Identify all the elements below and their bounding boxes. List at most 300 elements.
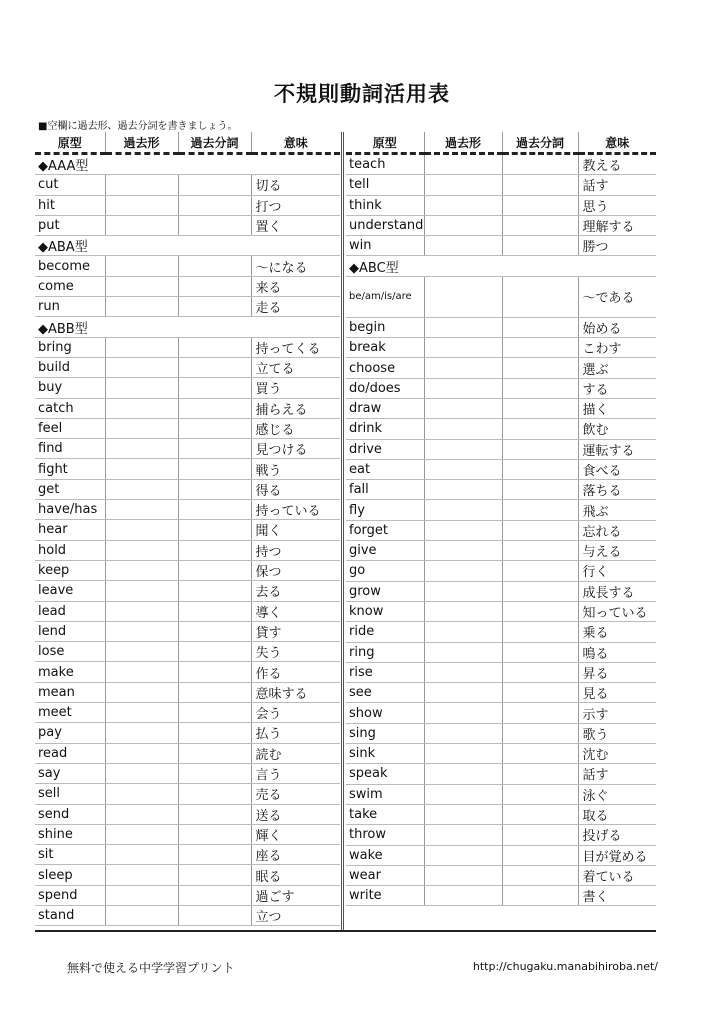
past-participle-input-cell[interactable] <box>178 195 251 215</box>
past-participle-input-cell[interactable] <box>178 500 251 520</box>
verb-row <box>35 459 340 479</box>
past-form-input-cell[interactable] <box>105 398 178 418</box>
meaning-cell: 見る <box>578 683 656 703</box>
meaning-cell: 着ている <box>578 865 656 885</box>
meaning-cell: 目が覚める <box>578 845 656 865</box>
past-participle-input-cell[interactable] <box>502 662 578 682</box>
verb-row <box>346 723 656 743</box>
past-form-input-cell[interactable] <box>424 317 502 337</box>
past-form-input-cell[interactable] <box>105 804 178 824</box>
past-form-input-cell[interactable] <box>105 459 178 479</box>
base-form-cell: teach <box>346 154 424 175</box>
base-form-cell: grow <box>346 581 424 601</box>
past-form-input-cell[interactable] <box>424 480 502 500</box>
verb-row <box>35 500 340 520</box>
past-form-input-cell[interactable] <box>424 378 502 398</box>
past-participle-input-cell[interactable] <box>178 459 251 479</box>
base-form-cell: win <box>346 236 424 256</box>
past-form-input-cell[interactable] <box>424 764 502 784</box>
verb-row <box>346 561 656 581</box>
page-title: 不規則動詞活用表 <box>274 82 450 106</box>
past-participle-input-cell[interactable] <box>502 459 578 479</box>
base-form-cell: show <box>346 703 424 723</box>
past-form-input-cell[interactable] <box>424 886 502 906</box>
past-participle-input-cell[interactable] <box>178 337 251 357</box>
past-participle-input-cell[interactable] <box>502 622 578 642</box>
past-form-input-cell[interactable] <box>105 601 178 621</box>
verb-row <box>346 500 656 520</box>
past-form-input-cell[interactable] <box>105 723 178 743</box>
meaning-cell: 教える <box>578 154 656 175</box>
group-header-row <box>35 154 340 175</box>
meaning-cell: 導く <box>251 601 340 621</box>
meaning-cell: 投げる <box>578 825 656 845</box>
blank-row <box>346 906 656 926</box>
base-form-cell: forget <box>346 520 424 540</box>
verb-row <box>346 845 656 865</box>
past-participle-input-cell[interactable] <box>502 358 578 378</box>
past-form-input-cell[interactable] <box>424 683 502 703</box>
meaning-cell: ～になる <box>251 256 340 276</box>
past-form-input-cell[interactable] <box>424 439 502 459</box>
base-form-cell: buy <box>35 378 105 398</box>
base-form-cell: get <box>35 479 105 499</box>
past-participle-input-cell[interactable] <box>178 905 251 925</box>
past-participle-input-cell[interactable] <box>178 378 251 398</box>
past-form-input-cell[interactable] <box>424 358 502 378</box>
meaning-cell: 乗る <box>578 622 656 642</box>
verb-row <box>346 581 656 601</box>
verb-row <box>346 662 656 682</box>
meaning-cell: 保つ <box>251 560 340 580</box>
verb-row <box>346 601 656 621</box>
past-form-input-cell[interactable] <box>424 459 502 479</box>
col-header-past-participle: 過去分詞 <box>502 132 578 154</box>
past-form-input-cell[interactable] <box>105 560 178 580</box>
past-form-input-cell[interactable] <box>105 642 178 662</box>
base-form-cell: meet <box>35 703 105 723</box>
meaning-cell: 作る <box>251 662 340 682</box>
past-form-input-cell[interactable] <box>424 804 502 824</box>
past-form-input-cell[interactable] <box>424 581 502 601</box>
meaning-cell: 失う <box>251 642 340 662</box>
verb-row <box>35 824 340 844</box>
past-participle-input-cell[interactable] <box>502 723 578 743</box>
meaning-cell: 持っている <box>251 500 340 520</box>
base-form-cell: ride <box>346 622 424 642</box>
base-form-cell: draw <box>346 398 424 418</box>
base-form-cell: feel <box>35 418 105 438</box>
base-form-cell: put <box>35 215 105 235</box>
verb-row <box>346 865 656 885</box>
past-participle-input-cell[interactable] <box>178 601 251 621</box>
past-participle-input-cell[interactable] <box>178 885 251 905</box>
verb-row <box>35 439 340 459</box>
past-form-input-cell[interactable] <box>105 682 178 702</box>
verb-row <box>35 845 340 865</box>
past-participle-input-cell[interactable] <box>502 845 578 865</box>
past-participle-input-cell[interactable] <box>502 683 578 703</box>
base-form-cell: sell <box>35 784 105 804</box>
base-form-cell: choose <box>346 358 424 378</box>
past-form-input-cell[interactable] <box>105 905 178 925</box>
past-participle-input-cell[interactable] <box>502 541 578 561</box>
meaning-cell: 歌う <box>578 723 656 743</box>
past-participle-input-cell[interactable] <box>178 662 251 682</box>
group-header: ◆AAA型 <box>35 154 340 175</box>
base-form-cell: lend <box>35 621 105 641</box>
past-form-input-cell[interactable] <box>424 561 502 581</box>
past-participle-input-cell[interactable] <box>178 682 251 702</box>
past-form-input-cell[interactable] <box>105 175 178 195</box>
past-form-input-cell[interactable] <box>424 500 502 520</box>
base-form-cell: catch <box>35 398 105 418</box>
base-form-cell: drive <box>346 439 424 459</box>
meaning-cell: 描く <box>578 398 656 418</box>
meaning-cell: 聞く <box>251 520 340 540</box>
past-form-input-cell[interactable] <box>105 581 178 601</box>
past-form-input-cell[interactable] <box>424 662 502 682</box>
past-form-input-cell[interactable] <box>105 479 178 499</box>
past-participle-input-cell[interactable] <box>178 215 251 235</box>
past-participle-input-cell[interactable] <box>178 357 251 377</box>
past-form-input-cell[interactable] <box>105 540 178 560</box>
meaning-cell: 立つ <box>251 905 340 925</box>
past-form-input-cell[interactable] <box>105 378 178 398</box>
meaning-cell: 運転する <box>578 439 656 459</box>
col-header-meaning: 意味 <box>251 132 340 154</box>
verb-row <box>35 885 340 905</box>
meaning-cell: 打つ <box>251 195 340 215</box>
past-form-input-cell[interactable] <box>424 338 502 358</box>
column-divider <box>341 132 344 931</box>
past-form-input-cell[interactable] <box>105 297 178 317</box>
base-form-cell: sleep <box>35 865 105 885</box>
base-form-cell: build <box>35 357 105 377</box>
verb-row <box>346 338 656 358</box>
verb-row <box>35 398 340 418</box>
meaning-cell: 持ってくる <box>251 337 340 357</box>
past-participle-input-cell[interactable] <box>502 601 578 621</box>
verb-row <box>35 297 340 317</box>
base-form-cell: lead <box>35 601 105 621</box>
base-form-cell: sink <box>346 744 424 764</box>
base-form-cell: wake <box>346 845 424 865</box>
verb-row <box>35 560 340 580</box>
past-form-input-cell[interactable] <box>424 744 502 764</box>
verb-row <box>35 520 340 540</box>
meaning-cell: 見つける <box>251 439 340 459</box>
past-form-input-cell[interactable] <box>424 276 502 317</box>
past-participle-input-cell[interactable] <box>178 642 251 662</box>
past-participle-input-cell[interactable] <box>502 175 578 195</box>
past-participle-input-cell[interactable] <box>502 236 578 256</box>
verb-row <box>346 480 656 500</box>
past-form-input-cell[interactable] <box>105 418 178 438</box>
base-form-cell: come <box>35 276 105 296</box>
group-header: ◆ABC型 <box>346 256 656 276</box>
base-form-cell: speak <box>346 764 424 784</box>
past-form-input-cell[interactable] <box>424 520 502 540</box>
past-form-input-cell[interactable] <box>105 520 178 540</box>
base-form-cell: rise <box>346 662 424 682</box>
meaning-cell: 読む <box>251 743 340 763</box>
past-participle-input-cell[interactable] <box>502 317 578 337</box>
past-participle-input-cell[interactable] <box>178 520 251 540</box>
base-form-cell: become <box>35 256 105 276</box>
past-participle-input-cell[interactable] <box>502 744 578 764</box>
past-form-input-cell[interactable] <box>105 865 178 885</box>
meaning-cell: 買う <box>251 378 340 398</box>
verb-row <box>35 175 340 195</box>
past-participle-input-cell[interactable] <box>178 703 251 723</box>
past-participle-input-cell[interactable] <box>502 825 578 845</box>
past-participle-input-cell[interactable] <box>502 378 578 398</box>
past-participle-input-cell[interactable] <box>502 195 578 215</box>
instruction-text: ■空欄に過去形、過去分詞を書きましょう。 <box>38 121 238 132</box>
past-participle-input-cell[interactable] <box>502 419 578 439</box>
past-form-input-cell[interactable] <box>424 195 502 215</box>
past-form-input-cell[interactable] <box>424 642 502 662</box>
base-form-cell: sing <box>346 723 424 743</box>
past-form-input-cell[interactable] <box>424 622 502 642</box>
past-form-input-cell[interactable] <box>424 845 502 865</box>
col-header-meaning: 意味 <box>578 132 656 154</box>
verb-row <box>346 784 656 804</box>
past-form-input-cell[interactable] <box>424 601 502 621</box>
past-form-input-cell[interactable] <box>105 276 178 296</box>
past-participle-input-cell[interactable] <box>502 154 578 175</box>
past-form-input-cell[interactable] <box>105 500 178 520</box>
past-participle-input-cell[interactable] <box>178 723 251 743</box>
past-participle-input-cell[interactable] <box>178 824 251 844</box>
base-form-cell: lose <box>35 642 105 662</box>
group-header-row <box>35 236 340 256</box>
past-form-input-cell[interactable] <box>424 236 502 256</box>
past-form-input-cell[interactable] <box>105 439 178 459</box>
verb-table-right <box>346 132 656 926</box>
verb-row <box>346 703 656 723</box>
past-participle-input-cell[interactable] <box>502 886 578 906</box>
base-form-cell: go <box>346 561 424 581</box>
base-form-cell: find <box>35 439 105 459</box>
verb-row <box>346 683 656 703</box>
col-header-past-participle: 過去分詞 <box>178 132 251 154</box>
base-form-cell: fight <box>35 459 105 479</box>
meaning-cell: 立てる <box>251 357 340 377</box>
past-form-input-cell[interactable] <box>424 175 502 195</box>
past-participle-input-cell[interactable] <box>502 703 578 723</box>
past-participle-input-cell[interactable] <box>178 784 251 804</box>
past-participle-input-cell[interactable] <box>502 500 578 520</box>
base-form-cell: think <box>346 195 424 215</box>
base-form-cell: tell <box>346 175 424 195</box>
meaning-cell: 走る <box>251 297 340 317</box>
verb-row <box>346 439 656 459</box>
meaning-cell: 捕らえる <box>251 398 340 418</box>
base-form-cell: take <box>346 804 424 824</box>
verb-row <box>346 419 656 439</box>
past-participle-input-cell[interactable] <box>178 418 251 438</box>
base-form-cell: have/has <box>35 500 105 520</box>
past-form-input-cell[interactable] <box>105 703 178 723</box>
past-form-input-cell[interactable] <box>105 256 178 276</box>
verb-row <box>346 642 656 662</box>
verb-row <box>346 541 656 561</box>
past-form-input-cell[interactable] <box>424 398 502 418</box>
base-form-cell: throw <box>346 825 424 845</box>
meaning-cell: 置く <box>251 215 340 235</box>
past-participle-input-cell[interactable] <box>502 276 578 317</box>
past-participle-input-cell[interactable] <box>502 865 578 885</box>
verb-row <box>35 256 340 276</box>
past-participle-input-cell[interactable] <box>178 845 251 865</box>
past-form-input-cell[interactable] <box>105 824 178 844</box>
base-form-cell: be/am/is/are <box>346 276 424 317</box>
base-form-cell: drink <box>346 419 424 439</box>
past-participle-input-cell[interactable] <box>178 621 251 641</box>
meaning-cell: 話す <box>578 175 656 195</box>
base-form-cell: stand <box>35 905 105 925</box>
base-form-cell: leave <box>35 581 105 601</box>
past-participle-input-cell[interactable] <box>502 439 578 459</box>
past-form-input-cell[interactable] <box>105 357 178 377</box>
past-participle-input-cell[interactable] <box>178 804 251 824</box>
past-participle-input-cell[interactable] <box>502 338 578 358</box>
past-participle-input-cell[interactable] <box>178 398 251 418</box>
past-participle-input-cell[interactable] <box>502 215 578 235</box>
verb-row <box>346 358 656 378</box>
base-form-cell: mean <box>35 682 105 702</box>
past-participle-input-cell[interactable] <box>502 520 578 540</box>
verb-row <box>35 723 340 743</box>
verb-row <box>35 905 340 925</box>
base-form-cell: ring <box>346 642 424 662</box>
past-form-input-cell[interactable] <box>424 703 502 723</box>
verb-row <box>35 865 340 885</box>
base-form-cell: know <box>346 601 424 621</box>
past-participle-input-cell[interactable] <box>178 297 251 317</box>
base-form-cell: see <box>346 683 424 703</box>
base-form-cell: break <box>346 338 424 358</box>
verb-row <box>35 418 340 438</box>
meaning-cell: 眠る <box>251 865 340 885</box>
meaning-cell: 理解する <box>578 215 656 235</box>
past-form-input-cell[interactable] <box>105 763 178 783</box>
past-participle-input-cell[interactable] <box>502 642 578 662</box>
verb-row <box>35 479 340 499</box>
past-participle-input-cell[interactable] <box>178 439 251 459</box>
meaning-cell: 泳ぐ <box>578 784 656 804</box>
past-form-input-cell[interactable] <box>105 662 178 682</box>
past-form-input-cell[interactable] <box>105 784 178 804</box>
past-participle-input-cell[interactable] <box>502 480 578 500</box>
past-participle-input-cell[interactable] <box>502 398 578 418</box>
past-form-input-cell[interactable] <box>105 845 178 865</box>
past-form-input-cell[interactable] <box>424 154 502 175</box>
base-form-cell: make <box>35 662 105 682</box>
past-participle-input-cell[interactable] <box>178 865 251 885</box>
verb-row <box>35 378 340 398</box>
verb-row <box>35 642 340 662</box>
base-form-cell: write <box>346 886 424 906</box>
footer-url: http://chugaku.manabihiroba.net/ <box>472 960 658 973</box>
group-header: ◆ABB型 <box>35 317 340 337</box>
past-participle-input-cell[interactable] <box>178 743 251 763</box>
past-participle-input-cell[interactable] <box>178 763 251 783</box>
past-form-input-cell[interactable] <box>424 825 502 845</box>
meaning-cell: ～である <box>578 276 656 317</box>
base-form-cell: hold <box>35 540 105 560</box>
past-participle-input-cell[interactable] <box>178 276 251 296</box>
verb-row <box>35 703 340 723</box>
past-form-input-cell[interactable] <box>424 419 502 439</box>
past-participle-input-cell[interactable] <box>178 256 251 276</box>
past-form-input-cell[interactable] <box>424 541 502 561</box>
meaning-cell: 鳴る <box>578 642 656 662</box>
verb-row <box>346 378 656 398</box>
meaning-cell: 落ちる <box>578 480 656 500</box>
past-participle-input-cell[interactable] <box>502 784 578 804</box>
base-form-cell: begin <box>346 317 424 337</box>
verb-row <box>346 459 656 479</box>
verb-row <box>346 175 656 195</box>
past-participle-input-cell[interactable] <box>178 479 251 499</box>
past-form-input-cell[interactable] <box>105 885 178 905</box>
base-form-cell: fly <box>346 500 424 520</box>
past-form-input-cell[interactable] <box>105 195 178 215</box>
past-participle-input-cell[interactable] <box>502 804 578 824</box>
meaning-cell: 取る <box>578 804 656 824</box>
past-participle-input-cell[interactable] <box>502 561 578 581</box>
meaning-cell: 戦う <box>251 459 340 479</box>
past-participle-input-cell[interactable] <box>178 175 251 195</box>
table-bottom-rule <box>35 930 656 932</box>
verb-row <box>346 622 656 642</box>
verb-row <box>35 662 340 682</box>
verb-row <box>35 581 340 601</box>
meaning-cell: 勝つ <box>578 236 656 256</box>
col-header-past: 過去形 <box>424 132 502 154</box>
meaning-cell: 去る <box>251 581 340 601</box>
verb-row <box>35 621 340 641</box>
meaning-cell: 言う <box>251 763 340 783</box>
past-form-input-cell[interactable] <box>424 215 502 235</box>
past-form-input-cell[interactable] <box>424 784 502 804</box>
past-form-input-cell[interactable] <box>424 723 502 743</box>
meaning-cell: 話す <box>578 764 656 784</box>
base-form-cell: sit <box>35 845 105 865</box>
past-form-input-cell[interactable] <box>105 215 178 235</box>
verb-row <box>35 276 340 296</box>
past-form-input-cell[interactable] <box>105 621 178 641</box>
meaning-cell: 座る <box>251 845 340 865</box>
verb-row <box>346 215 656 235</box>
meaning-cell: 昇る <box>578 662 656 682</box>
past-form-input-cell[interactable] <box>424 865 502 885</box>
past-participle-input-cell[interactable] <box>502 581 578 601</box>
meaning-cell: 飲む <box>578 419 656 439</box>
past-form-input-cell[interactable] <box>105 337 178 357</box>
meaning-cell: 会う <box>251 703 340 723</box>
verb-row <box>35 337 340 357</box>
past-participle-input-cell[interactable] <box>502 764 578 784</box>
past-form-input-cell[interactable] <box>105 743 178 763</box>
past-participle-input-cell[interactable] <box>178 540 251 560</box>
past-participle-input-cell[interactable] <box>178 560 251 580</box>
past-participle-input-cell[interactable] <box>178 581 251 601</box>
footer-site-name: 無料で使える中学学習プリント <box>67 961 235 975</box>
